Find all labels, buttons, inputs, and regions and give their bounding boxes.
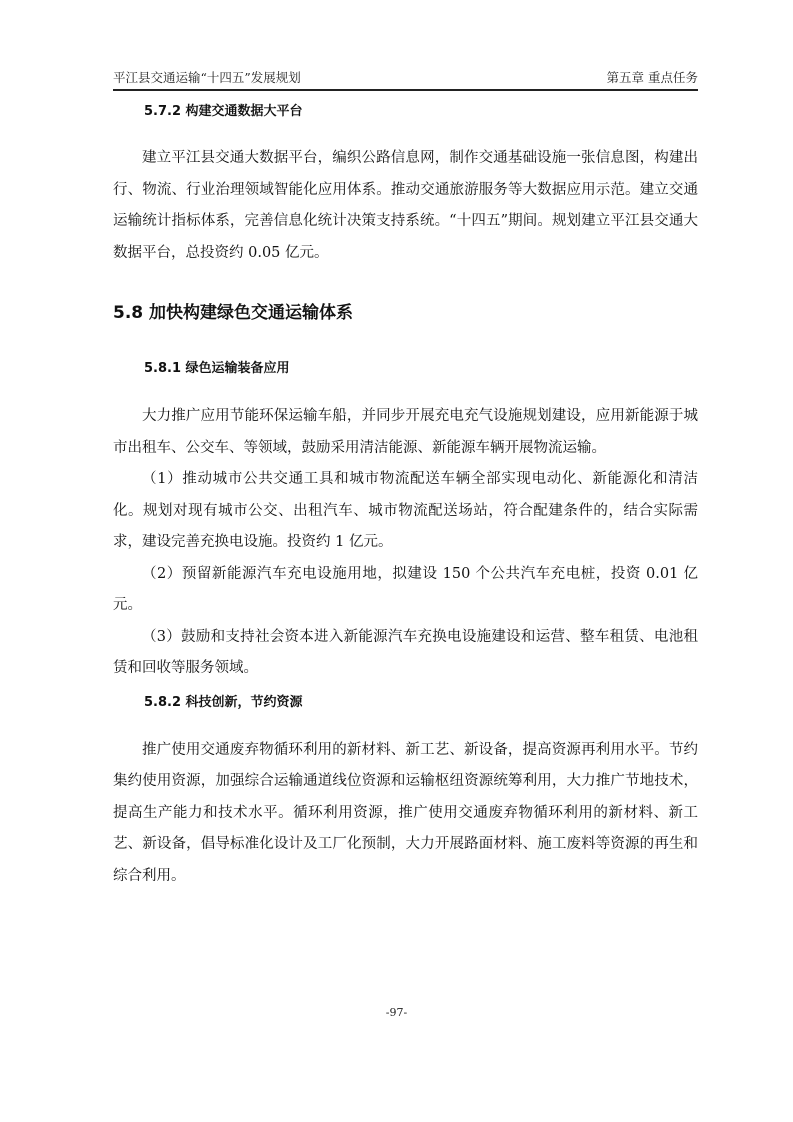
header-chapter-title: 第五章 重点任务 [606, 70, 698, 85]
page-number: -97- [385, 1006, 408, 1019]
section-heading-5-8: 5.8 加快构建绿色交通运输体系 [113, 303, 354, 323]
paragraph-5-8-1-item-2: （2）预留新能源汽车充电设施用地，拟建设 150 个公共汽车充电桩，投资 0.01 亿元。 [113, 565, 698, 613]
page-body [113, 96, 698, 892]
section-heading-5-8-1: 5.8.1 绿色运输装备应用 [144, 361, 290, 376]
section-heading-5-8-2: 5.8.2 科技创新，节约资源 [144, 694, 303, 710]
paragraph-5-8-2: 推广使用交通废弃物循环利用的新材料、新工艺、新设备，提高资源再利用水平。节约集约使用资源，加强综合运输通道线位资源和运输枢纽资源统筹利用，大力推广节地技术，提高生产能力和技术水平。循环利用资源，推广使用交通废弃物循环利用的新材料、新工艺、新设备，倡导标准化设计及工厂化预制，大力开展路面材料、施工废料等资源的再生和综合利用。 [113, 741, 698, 884]
header-document-title: 平江县交通运输“十四五”发展规划 [113, 70, 301, 85]
paragraph-5-8-1-item-3: （3）鼓励和支持社会资本进入新能源汽车充换电设施建设和运营、整车租赁、电池租赁和回收等服务领域。 [113, 628, 698, 676]
header-divider [113, 89, 698, 91]
section-heading-5-7-2: 5.7.2 构建交通数据大平台 [144, 104, 303, 119]
page-header [113, 68, 698, 90]
paragraph-5-8-1-item-1: （1）推动城市公共交通工具和城市物流配送车辆全部实现电动化、新能源化和清洁化。规划对现有城市公交、出租汽车、城市物流配送场站，符合配建条件的，结合实际需求，建设完善充换电设施。投资约 1 亿元。 [113, 471, 698, 550]
paragraph-5-8-1-intro: 大力推广应用节能环保运输车船，并同步开展充电充气设施规划建设，应用新能源于城市出租车、公交车、等领域，鼓励采用清洁能源、新能源车辆开展物流运输。 [113, 408, 698, 456]
paragraph-5-7-2: 建立平江县交通大数据平台，编织公路信息网，制作交通基础设施一张信息图，构建出行、物流、行业治理领域智能化应用体系。推动交通旅游服务等大数据应用示范。建立交通运输统计指标体系，完善信息化统计决策支持系统。“十四五”期间。规划建立平江县交通大数据平台，总投资约 0.05 亿元。 [113, 150, 698, 261]
